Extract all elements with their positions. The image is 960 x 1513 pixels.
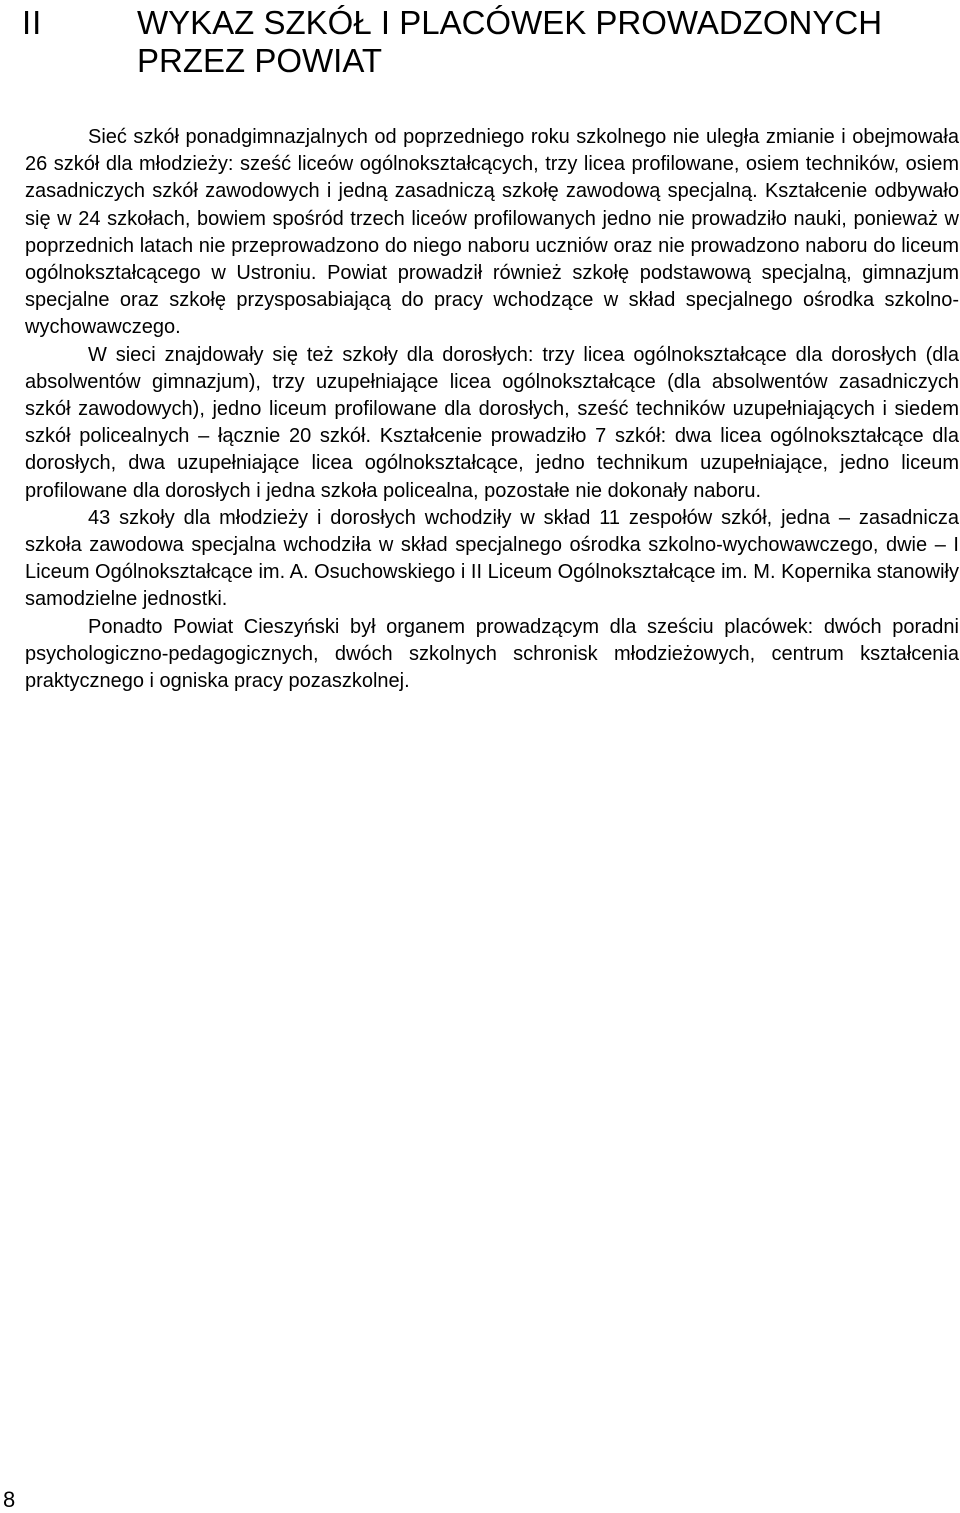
body-text (25, 124, 959, 695)
paragraph-adult-schools: W sieci znajdowały się też szkoły dla dorosłych: trzy licea ogólnokształcące dla dorosłych (dla absolwentów gimnazjum), trzy uzupełniające licea ogólnokształcące (dla absolwentów zasadniczych szkół zawodowych), jedno liceum profilowane dla dorosłych, sześć techników uzupełniających i siedem szkół policealnych – łącznie 20 szkół. Kształcenie prowadziło 7 szkół: dwa licea ogólnokształcące dla dorosłych, dwa uzupełniające licea ogólnokształcące, jedno technikum uzupełniające, jedno liceum profilowane dla dorosłych i jedna szkoła policealna, pozostałe nie dokonały naboru. (25, 343, 959, 502)
page-number: 8 (3, 1487, 16, 1512)
chapter-number: II (22, 4, 43, 41)
paragraph-other-institutions: Ponadto Powiat Cieszyński był organem prowadzącym dla sześciu placówek: dwóch poradni psychologiczno-pedagogicznych, dwóch szkolnych schronisk młodzieżowych, centrum kształcenia praktycznego i ogniska pracy pozaszkolnej. (25, 615, 959, 693)
paragraph-school-complexes: 43 szkoły dla młodzieży i dorosłych wchodziły w skład 11 zespołów szkół, jedna – zasadnicza szkoła zawodowa specjalna wchodziła w skład specjalnego ośrodka szkolno-wychowawczego, dwie – I Liceum Ogólnokształcące im. A. Osuchowskiego i II Liceum Ogólnokształcące im. M. Kopernika stanowiły samodzielne jednostki. (25, 506, 959, 611)
chapter-title: WYKAZ SZKÓŁ I PLACÓWEK PROWADZONYCH PRZEZ POWIAT (137, 4, 883, 79)
paragraph-school-network: Sieć szkół ponadgimnazjalnych od poprzedniego roku szkolnego nie uległa zmianie i obejmowała 26 szkół dla młodzieży: sześć liceów ogólnokształcących, trzy licea profilowane, osiem techników, osiem zasadniczych szkół zawodowych i jedną zasadniczą szkołę zawodową specjalną. Kształcenie odbywało się w 24 szkołach, bowiem spośród trzech liceów profilowanych jedno nie prowadziło nauki, ponieważ w poprzednich latach nie przeprowadzono do niego naboru uczniów oraz nie prowadzono naboru do liceum ogólnokształcącego w Ustroniu. Powiat prowadził również szkołę podstawową specjalną, gimnazjum specjalne oraz szkołę przysposabiającą do pracy wchodzące w skład specjalnego ośrodka szkolno-wychowawczego. (25, 126, 959, 339)
